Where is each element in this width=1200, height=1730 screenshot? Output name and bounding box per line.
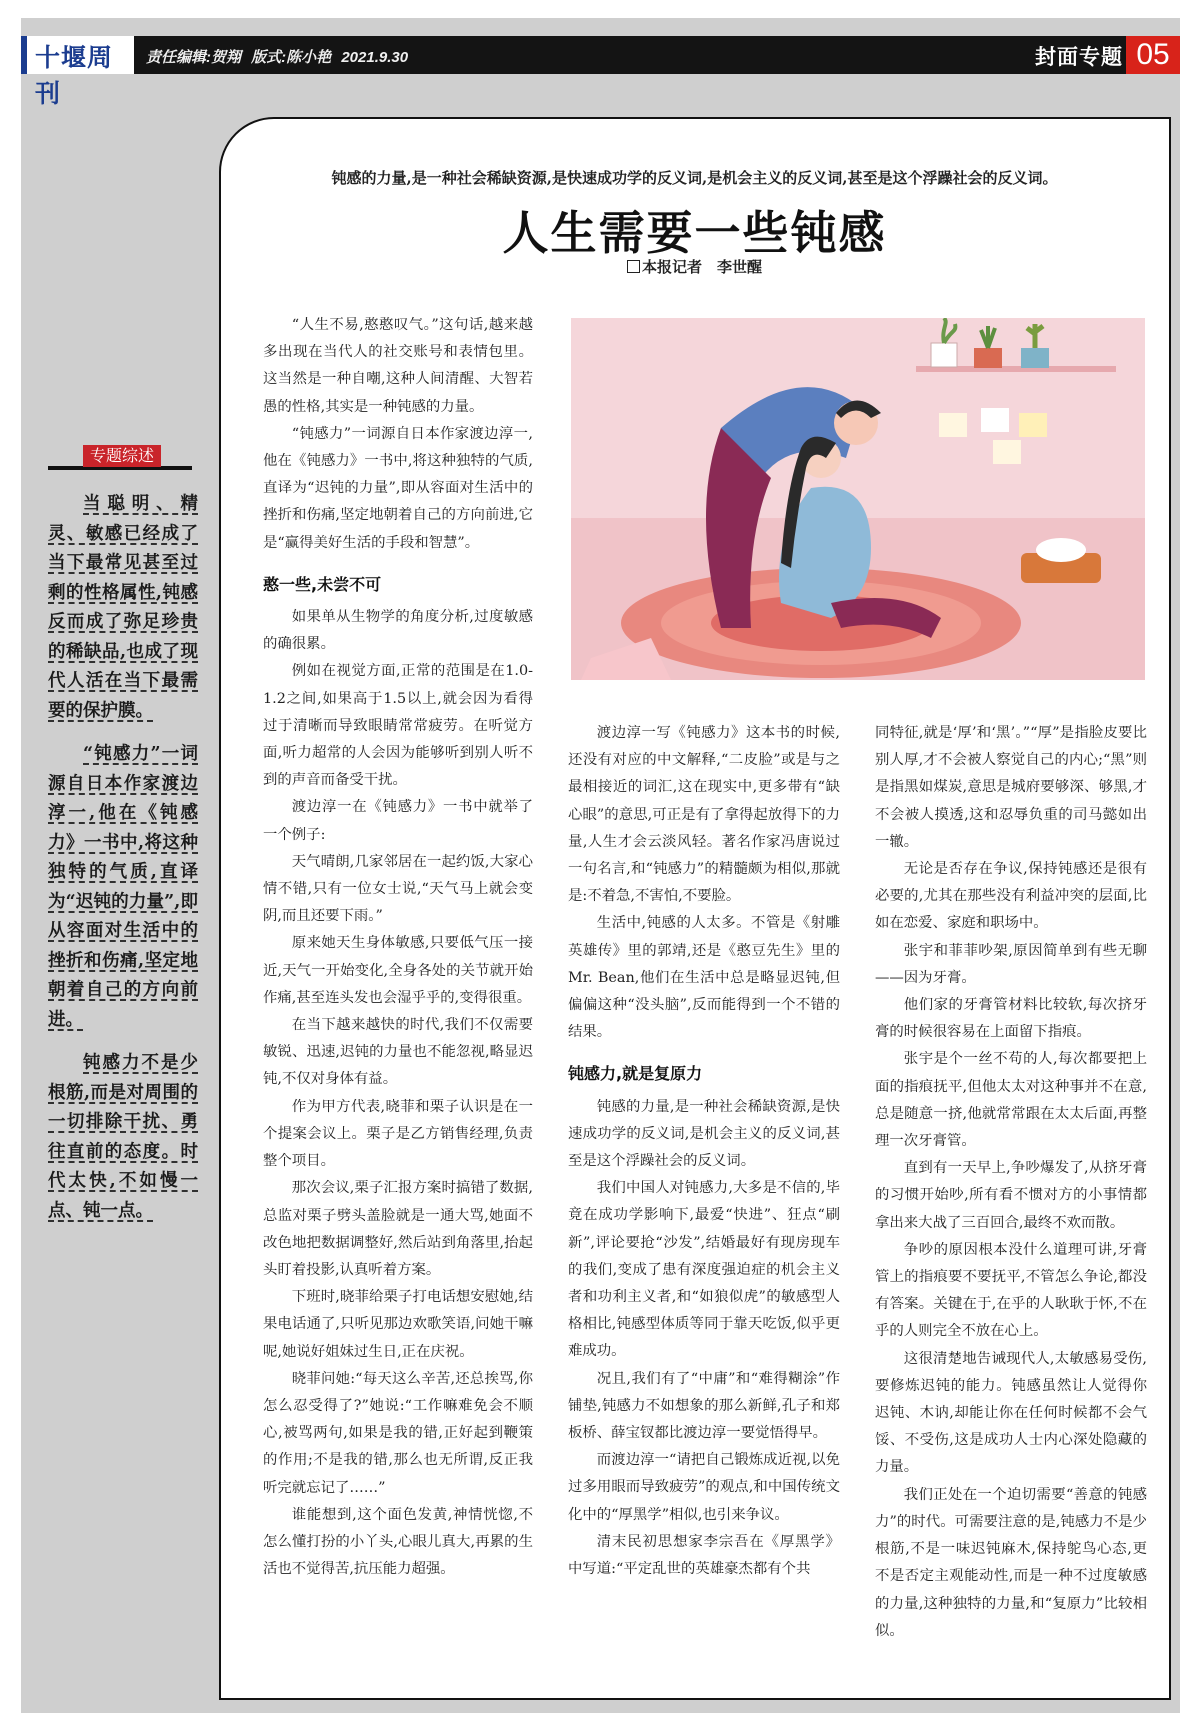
- editor-name: 责任编辑:贺翔: [146, 49, 241, 66]
- paragraph: 况且,我们有了“中庸”和“难得糊涂”作铺垫,钝感力不如想象的那么新鲜,孔子和郑板桥、薛宝钗都比渡边淳一要觉悟得早。: [568, 1370, 840, 1442]
- paragraph: 张宇和菲菲吵架,原因简单到有些无聊——因为牙膏。: [875, 942, 1147, 986]
- subheading: 钝感力,就是复原力: [568, 1064, 703, 1084]
- article-title: 人生需要一些钝感: [502, 206, 887, 260]
- paragraph: 例如在视觉方面,正常的范围是在1.0-1.2之间,如果高于1.5以上,就会因为看得过于清晰而导致眼睛常常疲劳。在听觉方面,听力超常的人会因为能够听到别人听不到的声音而备受干扰。: [263, 663, 533, 789]
- sidebar-paragraph: “钝感力”一词源自日本作家渡边淳一,他在《钝感力》一书中,将这种独特的气质,直译为“迟钝的力量”,即从容面对生活中的挫折和伤痛,坚定地朝着自己的方向前进。: [48, 744, 198, 1030]
- paragraph: 钝感的力量,是一种社会稀缺资源,是快速成功学的反义词,是机会主义的反义词,甚至是这个浮躁社会的反义词。: [568, 1098, 840, 1170]
- editor-credits: [146, 46, 414, 67]
- paragraph: 那次会议,栗子汇报方案时搞错了数据,总监对栗子劈头盖脸就是一通大骂,她面不改色地把数据调整好,然后站到角落里,抬起头盯着投影,认真听着方案。: [263, 1180, 533, 1278]
- paragraph: 渡边淳一在《钝感力》一书中就举了一个例子:: [263, 799, 533, 843]
- section-title: 封面专题: [1035, 46, 1123, 69]
- paragraph: 无论是否存在争议,保持钝感还是很有必要的,尤其在那些没有利益冲突的层面,比如在恋爱、家庭和职场中。: [875, 861, 1147, 932]
- paragraph: 在当下越来越快的时代,我们不仅需要敏锐、迅速,迟钝的力量也不能忽视,略显迟钝,不仅对身体有益。: [263, 1017, 533, 1088]
- paragraph: “钝感力”一词源自日本作家渡边淳一,他在《钝感力》一书中,将这种独特的气质,直译为“迟钝的力量”,即从容面对生活中的挫折和伤痛,坚定地朝着自己的方向前进,它是“赢得美好生活的手段和智慧”。: [263, 425, 533, 551]
- article-column-1: [263, 312, 533, 1583]
- paragraph: 生活中,钝感的人太多。不管是《射雕英雄传》里的郭靖,还是《憨豆先生》里的Mr. Bean,他们在生活中总是略显迟钝,但偏偏这种“没头脑”,反而能得到一个不错的结果。: [568, 915, 840, 1041]
- article-column-2: [568, 720, 840, 1583]
- page-number: 05: [1126, 36, 1180, 74]
- paragraph: 他们家的牙膏管材料比较软,每次挤牙膏的时候很容易在上面留下指痕。: [875, 997, 1147, 1041]
- article-byline: [233, 256, 1156, 277]
- byline-box-icon: [627, 260, 640, 273]
- sidebar-paragraph: 当聪明、精灵、敏感已经成了当下最常见甚至过剩的性格属性,钝感反而成了弥足珍贵的稀缺品,也成了现代人活在当下最需要的保护膜。: [48, 494, 198, 721]
- masthead-logo-box: [21, 36, 134, 108]
- paragraph: 谁能想到,这个面色发黄,神情恍惚,不怎么懂打扮的小丫头,心眼儿真大,再累的生活也不觉得苦,抗压能力超强。: [263, 1506, 533, 1578]
- paragraph: 我们正处在一个迫切需要“善意的钝感力”的时代。可需要注意的是,钝感力不是少根筋,不是一味迟钝麻木,保持鸵鸟心态,更不是否定主观能动性,而是一种不过度敏感的力量,这种独特的力量,和“复原力”比较相似。: [875, 1486, 1147, 1639]
- subheading: 憨一些,未尝不可: [263, 574, 382, 594]
- paragraph: 如果单从生物学的角度分析,过度敏感的确很累。: [263, 609, 533, 653]
- paragraph: 天气晴朗,几家邻居在一起约饭,大家心情不错,只有一位女士说,“天气马上就会变阴,而且还要下雨。”: [263, 853, 533, 925]
- masthead-logo: 十堰周刊: [35, 45, 114, 108]
- layout-designer: 版式:陈小艳: [251, 49, 332, 66]
- couple-illustration: [571, 318, 1145, 680]
- paragraph: 我们中国人对钝感力,大多是不信的,毕竟在成功学影响下,最爱“快进”、狂点“刷新”,评论要抢“沙发”,结婚最好有现房现车的我们,变成了患有深度强迫症的机会主义者和功利主义者,和“如狼似虎”的敏感型人格相比,钝感型体质等同于靠天吃饭,似乎更难成功。: [568, 1180, 840, 1360]
- paragraph: 晓菲问她:“每天这么辛苦,还总挨骂,你怎么忍受得了?”她说:“工作嘛难免会不顺心,被骂两句,如果是我的错,正好起到鞭策的作用;不是我的错,那么也无所谓,反正我听完就忘记了……”: [263, 1370, 533, 1496]
- sidebar-summary: [48, 490, 198, 1240]
- sidebar-label: [48, 445, 192, 471]
- paragraph: 清末民初思想家李宗吾在《厚黑学》中写道:“平定乱世的英雄豪杰都有个共: [568, 1533, 840, 1578]
- paragraph: 原来她天生身体敏感,只要低气压一接近,天气一开始变化,全身各处的关节就开始作痛,甚至连头发也会湿乎乎的,变得很重。: [263, 935, 533, 1006]
- issue-date: 2021.9.30: [341, 49, 409, 66]
- paragraph: 下班时,晓菲给栗子打电话想安慰她,结果电话通了,只听见那边欢歌笑语,问她干嘛呢,她说好姐妹过生日,正在庆祝。: [263, 1289, 533, 1360]
- paragraph: 而渡边淳一“请把自己锻炼成近视,以免过多用眼而导致疲劳”的观点,和中国传统文化中的“厚黑学”相似,也引来争议。: [568, 1452, 840, 1523]
- sidebar-paragraph: 钝感力不是少根筋,而是对周围的一切排除干扰、勇往直前的态度。时代太快,不如慢一点、钝一点。: [48, 1053, 198, 1221]
- article-deck: 钝感的力量,是一种社会稀缺资源,是快速成功学的反义词,是机会主义的反义词,甚至是这个浮躁社会的反义词。: [331, 169, 1058, 187]
- paragraph: 作为甲方代表,晓菲和栗子认识是在一个提案会议上。栗子是乙方销售经理,负责整个项目。: [263, 1098, 533, 1170]
- paragraph: 同特征,就是‘厚’和‘黑’。”“厚”是指脸皮要比别人厚,才不会被人察觉自己的内心;“黑”则是指黑如煤炭,意思是城府要够深、够黑,才不会被人摸透,这和忍辱负重的司马懿如出一辙。: [875, 725, 1147, 850]
- paragraph: “人生不易,憨憨叹气。”这句话,越来越多出现在当代人的社交账号和表情包里。这当然是一种自嘲,这种人间清醒、大智若愚的性格,其实是一种钝感的力量。: [263, 317, 533, 415]
- byline-text: 本报记者 李世醒: [641, 259, 762, 276]
- paragraph: 张宇是个一丝不苟的人,每次都要把上面的指痕抚平,但他太太对这种事并不在意,总是随意一挤,他就常常跟在太太后面,再整理一次牙膏管。: [875, 1051, 1147, 1150]
- paragraph: 直到有一天早上,争吵爆发了,从挤牙膏的习惯开始吵,所有看不惯对方的小事情都拿出来大战了三百回合,最终不欢而散。: [875, 1160, 1147, 1231]
- article-column-3: [875, 720, 1147, 1645]
- paragraph: 渡边淳一写《钝感力》这本书的时候,还没有对应的中文解释,“二皮脸”或是与之最相接近的词汇,这在现实中,更多带有“缺心眼”的意思,可正是有了拿得起放得下的力量,人生才会云淡风轻。著名作家冯唐说过一句名言,和“钝感力”的精髓颇为相似,那就是:不着急,不害怕,不要脸。: [568, 725, 840, 905]
- sidebar-tag: 专题综述: [83, 445, 161, 467]
- paragraph: 这很清楚地告诫现代人,太敏感易受伤,要修炼迟钝的能力。钝感虽然让人觉得你迟钝、木讷,却能让你在任何时候都不会气馁、不受伤,这是成功人士内心深处隐藏的力量。: [875, 1350, 1147, 1476]
- paragraph: 争吵的原因根本没什么道理可讲,牙膏管上的指痕要不要抚平,不管怎么争论,都没有答案。关键在于,在乎的人耿耿于怀,不在乎的人则完全不放在心上。: [875, 1241, 1147, 1340]
